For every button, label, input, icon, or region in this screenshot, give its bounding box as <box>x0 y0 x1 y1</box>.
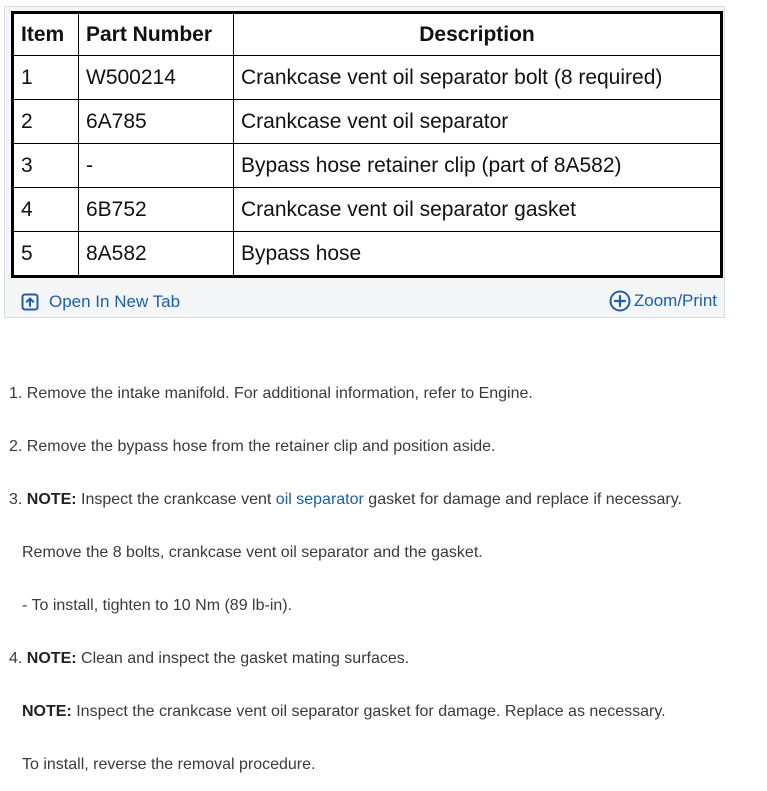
zoom-plus-icon <box>609 290 631 312</box>
step-4-number: 4. <box>9 650 27 667</box>
cell-item: 2 <box>13 100 79 144</box>
cell-part-number: 6A785 <box>79 100 234 144</box>
zoom-print-link[interactable] <box>609 290 717 312</box>
zoom-print-label: Zoom/Print <box>633 291 717 310</box>
header-part-number: Part Number <box>79 13 234 56</box>
step-4-text: Clean and inspect the gasket mating surfaces. <box>76 650 410 667</box>
table-header-row <box>13 13 722 56</box>
step-3-text-pre: Inspect the crankcase vent <box>76 491 276 508</box>
table-row <box>13 100 722 144</box>
cell-description: Bypass hose <box>234 232 722 277</box>
step-4-note-text: Inspect the crankcase vent oil separator gasket for damage. Replace as necessary. <box>71 703 666 720</box>
cell-item: 3 <box>13 144 79 188</box>
table-row <box>13 144 722 188</box>
cell-description: Bypass hose retainer clip (part of 8A582) <box>234 144 722 188</box>
oil-separator-link[interactable]: oil separator <box>275 491 364 508</box>
table-row <box>13 232 722 277</box>
step-3-number: 3. <box>9 491 27 508</box>
cell-description: Crankcase vent oil separator gasket <box>234 188 722 232</box>
step-1: 1. Remove the intake manifold. For additional information, refer to Engine. <box>9 385 533 402</box>
step-3-text-post: gasket for damage and replace if necessary. <box>363 491 682 508</box>
parts-table <box>11 11 723 278</box>
cell-description: Crankcase vent oil separator bolt (8 required) <box>234 56 722 100</box>
table-row <box>13 56 722 100</box>
cell-part-number: 6B752 <box>79 188 234 232</box>
step-3-substep: Remove the 8 bolts, crankcase vent oil separator and the gasket. <box>22 544 483 561</box>
open-new-tab-icon <box>21 293 39 311</box>
step-4-install-note: To install, reverse the removal procedure. <box>22 756 316 773</box>
step-3 <box>9 491 682 509</box>
figure-panel <box>4 6 725 318</box>
cell-item: 4 <box>13 188 79 232</box>
note-label: NOTE: <box>26 650 77 667</box>
cell-part-number: - <box>79 144 234 188</box>
cell-part-number: 8A582 <box>79 232 234 277</box>
header-item: Item <box>13 13 79 56</box>
step-4-note <box>22 703 666 721</box>
step-4 <box>9 650 409 668</box>
figure-footer <box>5 287 724 317</box>
cell-description: Crankcase vent oil separator <box>234 100 722 144</box>
cell-item: 1 <box>13 56 79 100</box>
table-row <box>13 188 722 232</box>
header-description: Description <box>234 13 722 56</box>
step-2: 2. Remove the bypass hose from the retainer clip and position aside. <box>9 438 496 455</box>
cell-item: 5 <box>13 232 79 277</box>
open-in-new-tab-link[interactable] <box>21 292 180 312</box>
open-in-new-tab-label: Open In New Tab <box>49 292 181 311</box>
note-label: NOTE: <box>26 491 77 508</box>
step-3-install-note: - To install, tighten to 10 Nm (89 lb-in). <box>22 597 293 614</box>
note-label: NOTE: <box>22 703 72 720</box>
cell-part-number: W500214 <box>79 56 234 100</box>
